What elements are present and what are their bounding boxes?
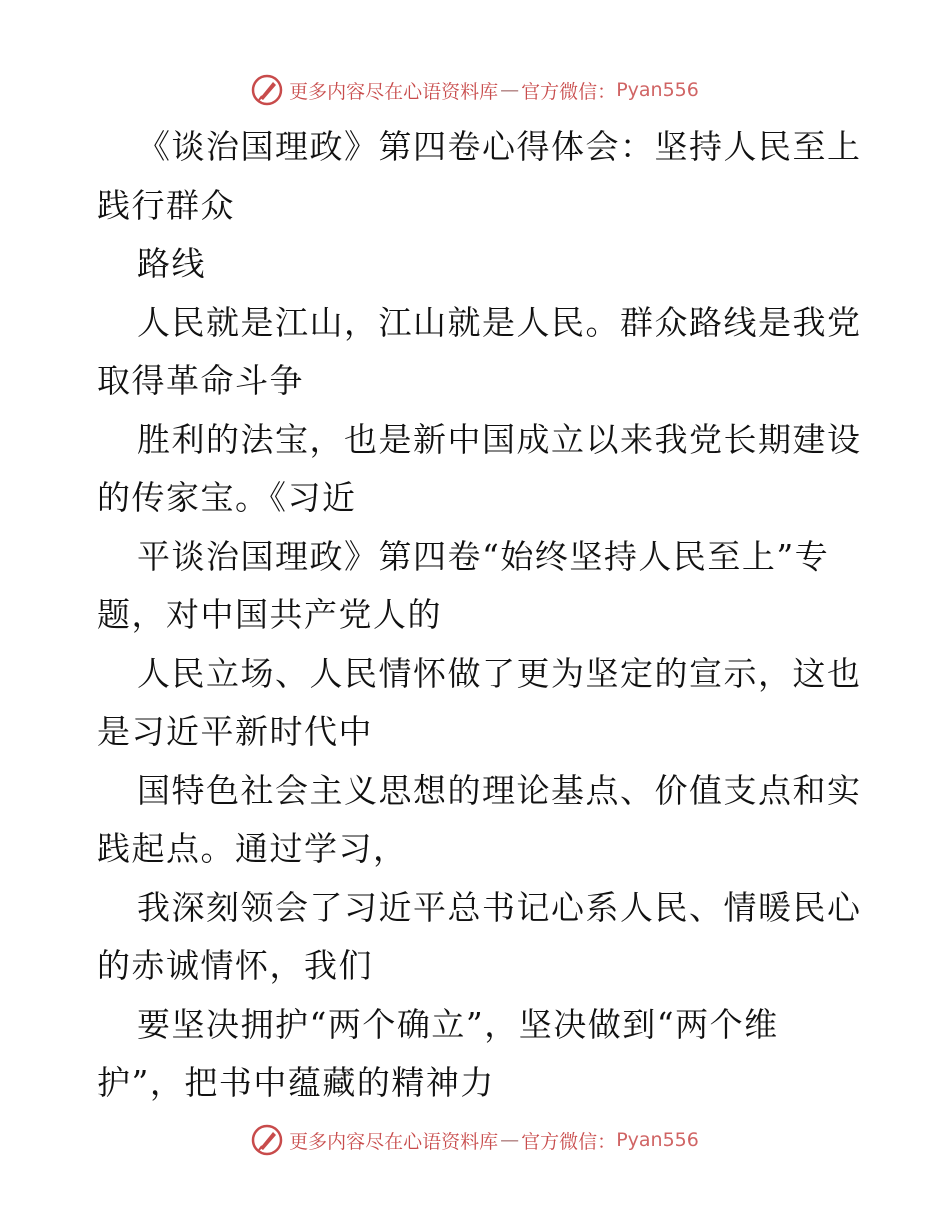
- text-line: 胜利的法宝，也是新中国成立以来我党长期建设: [137, 419, 862, 459]
- document-title-line-1: 《谈治国理政》第四卷心得体会：坚持人民至上: [137, 127, 862, 166]
- footer-watermark: [0, 1120, 950, 1160]
- text-line: 国特色社会主义思想的理论基点、价值支点和实: [137, 770, 862, 810]
- header-watermark: [0, 70, 950, 110]
- watermark-account: Pyan556: [616, 1129, 699, 1151]
- text-line: 的赤诚情怀，我们: [97, 946, 373, 985]
- text-line: 我深刻领会了习近平总书记心系人民、情暖民心: [137, 887, 862, 927]
- document-body: [97, 118, 862, 1113]
- quill-pen-icon: [251, 1124, 283, 1156]
- document-title-line-2: 践行群众: [97, 185, 235, 225]
- text-line: 践起点。通过学习，: [97, 829, 408, 868]
- watermark-site-text: 更多内容尽在心语资料库: [289, 80, 499, 103]
- text-line: 题，对中国共产党人的: [97, 595, 442, 634]
- text-line: 平谈治国理政》第四卷“始终坚持人民至上”专: [137, 536, 830, 576]
- text-line: 取得革命斗争: [97, 361, 304, 400]
- watermark-separator: —: [500, 1129, 520, 1151]
- text-line: 人民立场、人民情怀做了更为坚定的宣示，这也: [137, 653, 862, 693]
- text-line: 是习近平新时代中: [97, 712, 373, 751]
- text-line: 护”，把书中蕴藏的精神力: [97, 1063, 495, 1102]
- watermark-official-label: 官方微信：: [521, 80, 617, 103]
- watermark-site-text: 更多内容尽在心语资料库: [289, 1130, 499, 1153]
- watermark-separator: —: [500, 79, 520, 101]
- watermark-account: Pyan556: [616, 79, 699, 101]
- quill-pen-icon: [251, 74, 283, 106]
- text-line: 人民就是江山，江山就是人民。群众路线是我党: [137, 302, 862, 342]
- watermark-official-label: 官方微信：: [521, 1130, 617, 1153]
- text-line: 要坚决拥护“两个确立”，坚决做到“两个维: [137, 1004, 779, 1044]
- text-line: 路线: [137, 244, 206, 283]
- text-line: 的传家宝。《习近: [97, 478, 357, 517]
